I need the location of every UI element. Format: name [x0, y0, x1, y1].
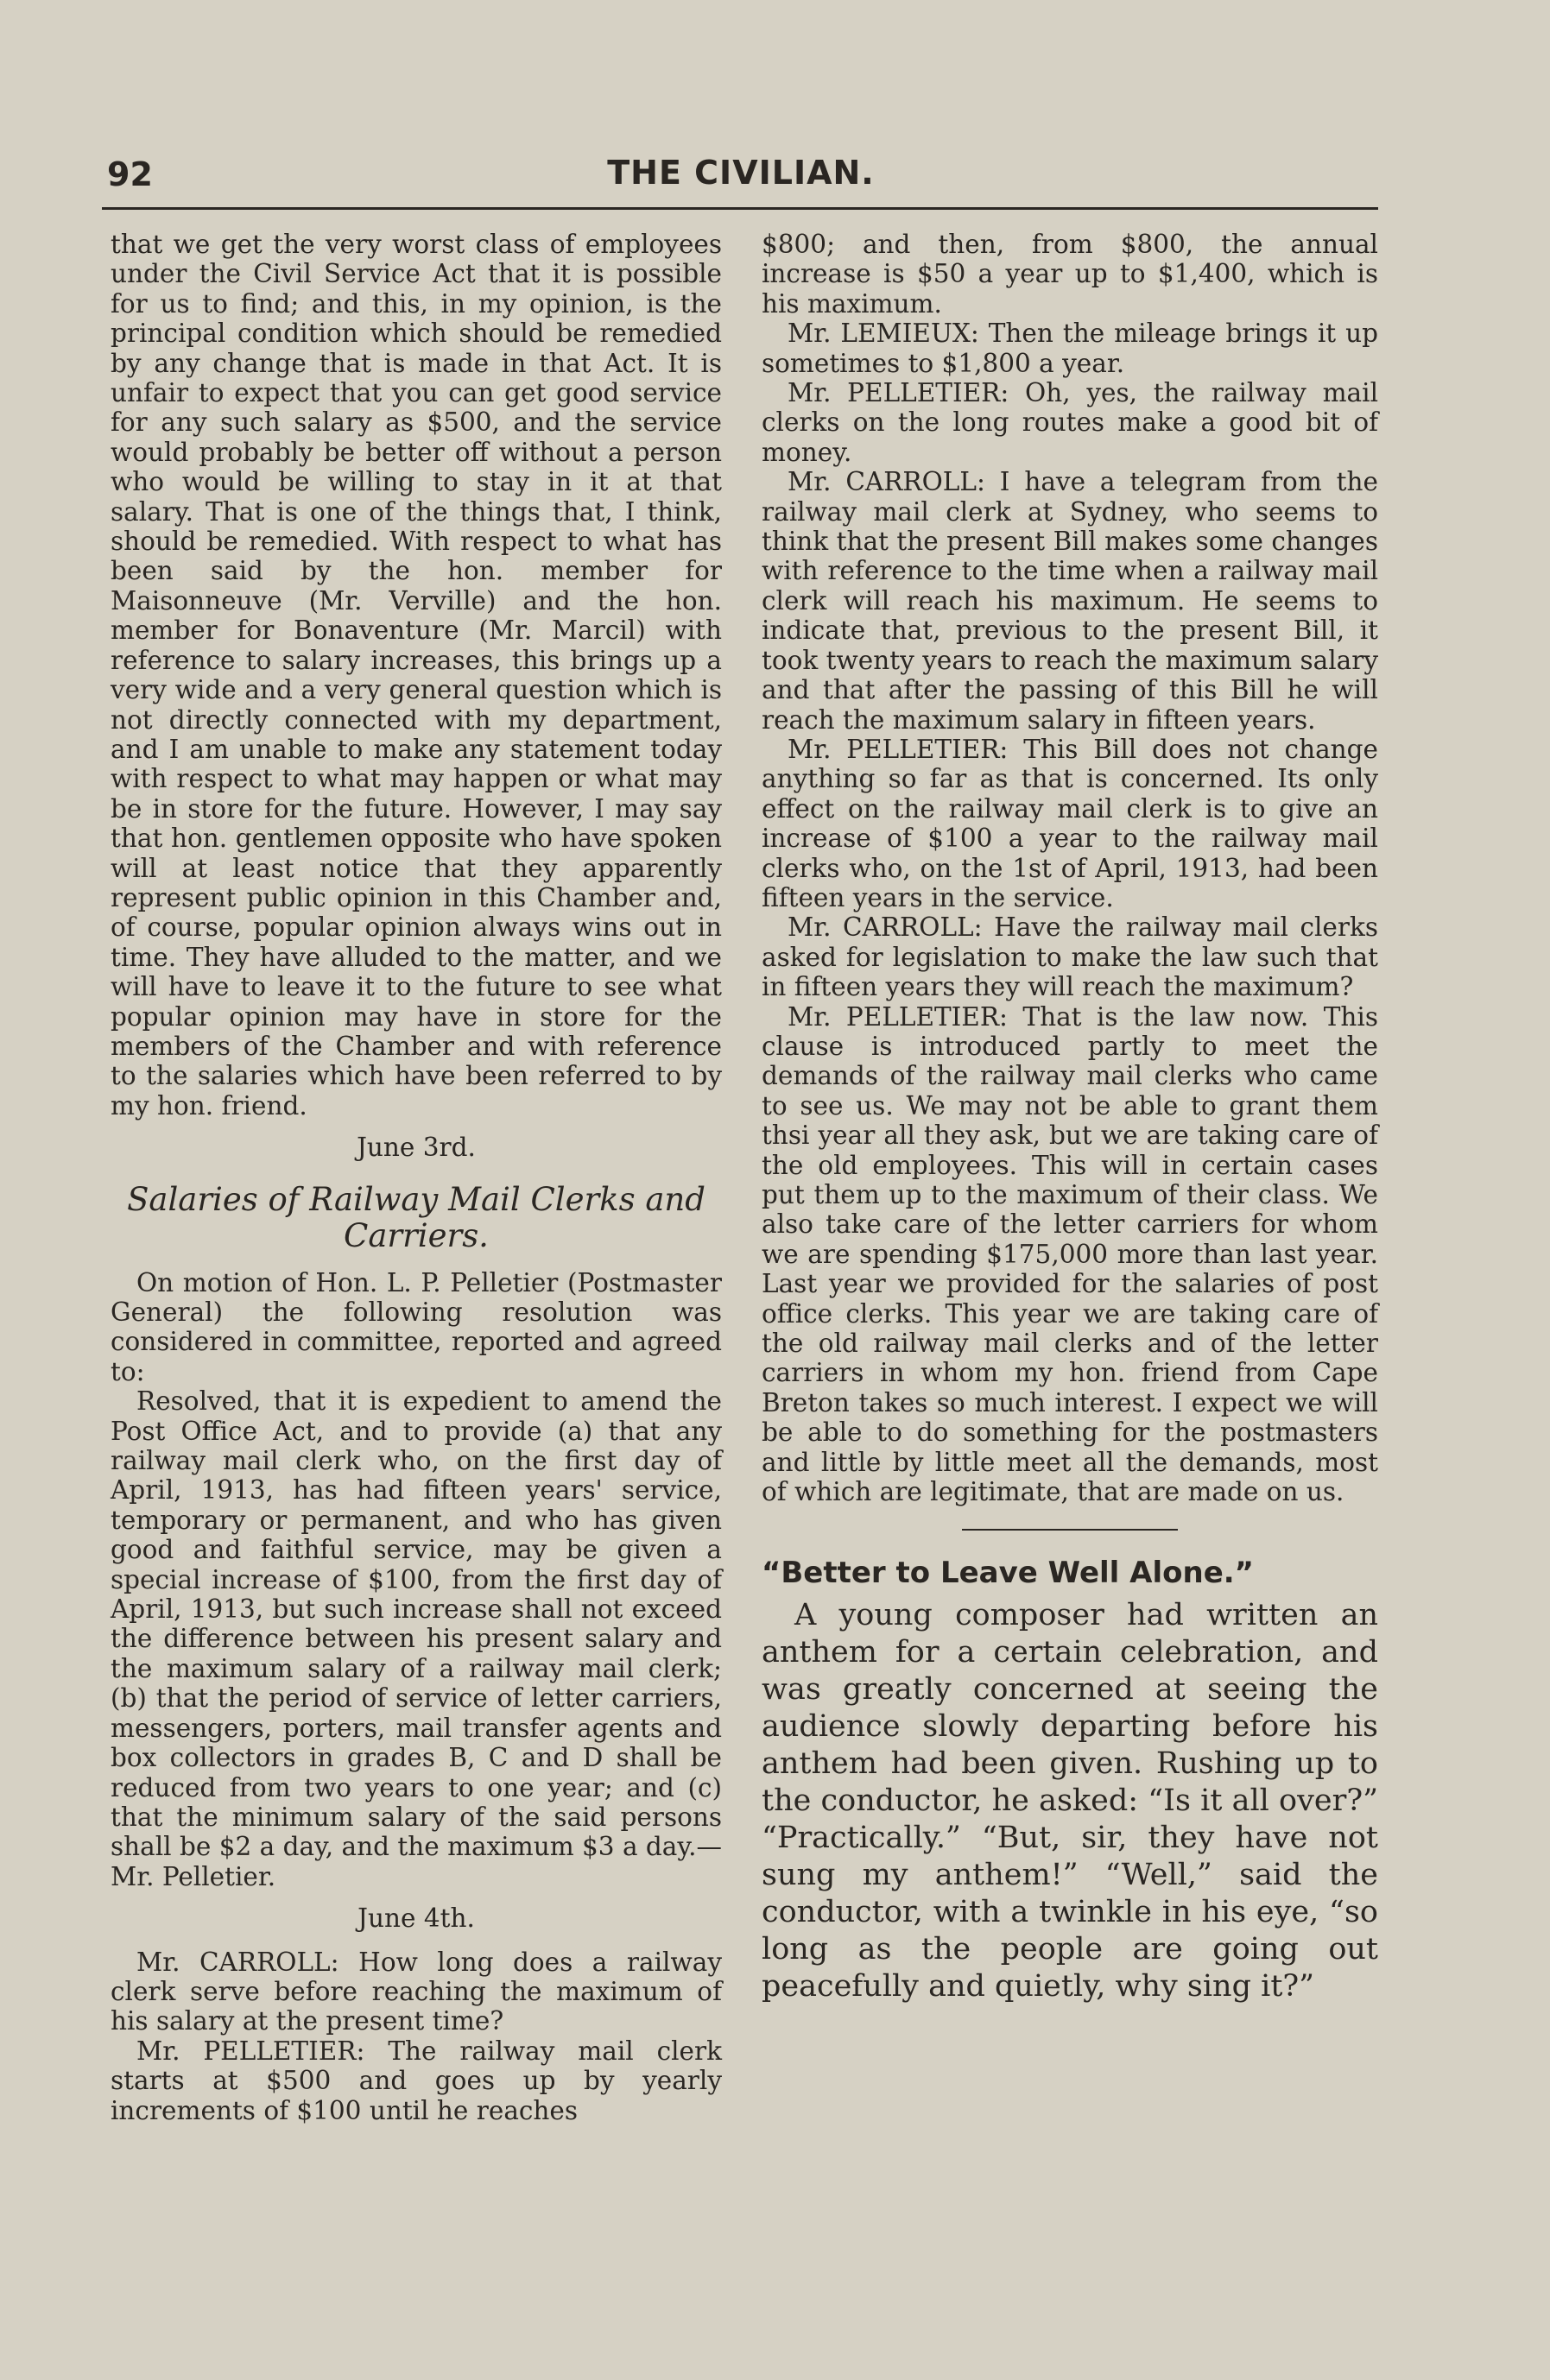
dateline: June 4th. [357, 1903, 475, 1934]
paragraph: Mr. CARROLL: How long does a railway clerk serve before reaching the maximum of his salary at the present time? [111, 1947, 722, 2036]
feature-title: “Better to Leave Well Alone.” [762, 1556, 1255, 1591]
section-divider [962, 1529, 1178, 1531]
journal-title: THE CIVILIAN. [607, 154, 875, 192]
paragraph: that we get the very worst class of employees under the Civil Service Act that it is possible for us to find; and this, in my opinion, is the principal condition which should be remedied by any change that is made in that Act. It is unfair to expect that you can get good service for any such salary as $500, and the service would probably be better off without a person who would be willing to stay in it at that salary. That is one of the things that, I think, should be remedied. With respect to what has been said by the hon. member for Maisonneuve (Mr. Verville) and the hon. member for Bonaventure (Mr. Marcil) with reference to salary increases, this brings up a very wide and a very general question which is not directly connected with my department, and I am unable to make any statement today with respect to what may happen or what may be in store for the future. However, I may say that hon. gentlemen opposite who have spoken will at least notice that they apparently represent public opinion in this Chamber and, of course, popular opinion always wins out in time. They have alluded to the matter, and we will have to leave it to the future to see what popular opinion may have in store for the members of the Chamber and with reference to the salaries which have been referred to by my hon. friend. [111, 230, 722, 1121]
left-column [111, 230, 722, 2125]
paragraph: Mr. PELLETIER: The railway mail clerk starts at $500 and goes up by yearly increments of $100 until he reaches [111, 2036, 722, 2125]
page-header [102, 147, 1380, 199]
feature-article [762, 1597, 1378, 2005]
page-number: 92 [107, 155, 153, 193]
section-title: Salaries of Railway Mail Clerks and Carriers. [127, 1180, 705, 1254]
paragraph: Mr. PELLETIER: This Bill does not change anything so far as that is concerned. Its only effect on the railway mail clerk is to give an increase of $100 a year to the railway mail clerks who, on the 1st of April, 1913, had been fifteen years in the service. [762, 734, 1378, 912]
paragraph: $800; and then, from $800, the annual increase is $50 a year up to $1,400, which is his maximum. [762, 230, 1378, 319]
paragraph: Mr. PELLETIER: That is the law now. This clause is introduced partly to meet the demands of the railway mail clerks who came to see us. We may not be able to grant them thsi year all they ask, but we are taking care of the old employees. This will in certain cases put them up to the maximum of their class. We also take care of the letter carriers for whom we are spending $175,000 more than last year. Last year we provided for the salaries of post office clerks. This year we are taking care of the old railway mail clerks and of the letter carriers in whom my hon. friend from Cape Breton takes so much interest. I expect we will be able to do something for the postmasters and little by little meet all the demands, most of which are legitimate, that are made on us. [762, 1001, 1378, 1507]
dateline: June 3rd. [357, 1133, 476, 1163]
paragraph: Mr. PELLETIER: Oh, yes, the railway mail clerks on the long routes make a good bit of money. [762, 378, 1378, 467]
paragraph: Mr. CARROLL: I have a telegram from the railway mail clerk at Sydney, who seems to think that the present Bill makes some changes with reference to the time when a railway mail clerk will reach his maximum. He seems to indicate that, previous to the present Bill, it took twenty years to reach the maximum salary and that after the passing of this Bill he will reach the maximum salary in fifteen years. [762, 467, 1378, 735]
paragraph: Mr. CARROLL: Have the railway mail clerks asked for legislation to make the law such that in fifteen years they will reach the maximum? [762, 912, 1378, 1002]
feature-paragraph: A young composer had written an anthem for a certain celebration, and was greatly concerned at seeing the audience slowly departing before his anthem had been given. Rushing up to the conductor, he asked: “Is it all over?” “Practically.” “But, sir, they have not sung my anthem!” “Well,” said the conductor, with a twinkle in his eye, “so long as the people are going out peacefully and quietly, why sing it?” [762, 1597, 1378, 2004]
resolution-text: Resolved, that it is expedient to amend the Post Office Act, and to provide (a) that any railway mail clerk who, on the first day of April, 1913, has had fifteen years' service, temporary or permanent, and who has given good and faithful service, may be given a special increase of $100, from the first day of April, 1913, but such increase shall not exceed the difference between his present salary and the maximum salary of a railway mail clerk; (b) that the period of service of letter carriers, messengers, porters, mail transfer agents and box collectors in grades B, C and D shall be reduced from two years to one year; and (c) that the minimum salary of the said persons shall be $2 a day, and the maximum $3 a day.—Mr. Pelletier. [111, 1386, 723, 1891]
header-rule [102, 207, 1378, 210]
right-column [762, 230, 1378, 2005]
paragraph: On motion of Hon. L. P. Pelletier (Postmaster General) the following resolution was considered in committee, reported and agreed to: [111, 1267, 722, 1386]
paragraph: Mr. LEMIEUX: Then the mileage brings it up sometimes to $1,800 a year. [762, 319, 1378, 378]
